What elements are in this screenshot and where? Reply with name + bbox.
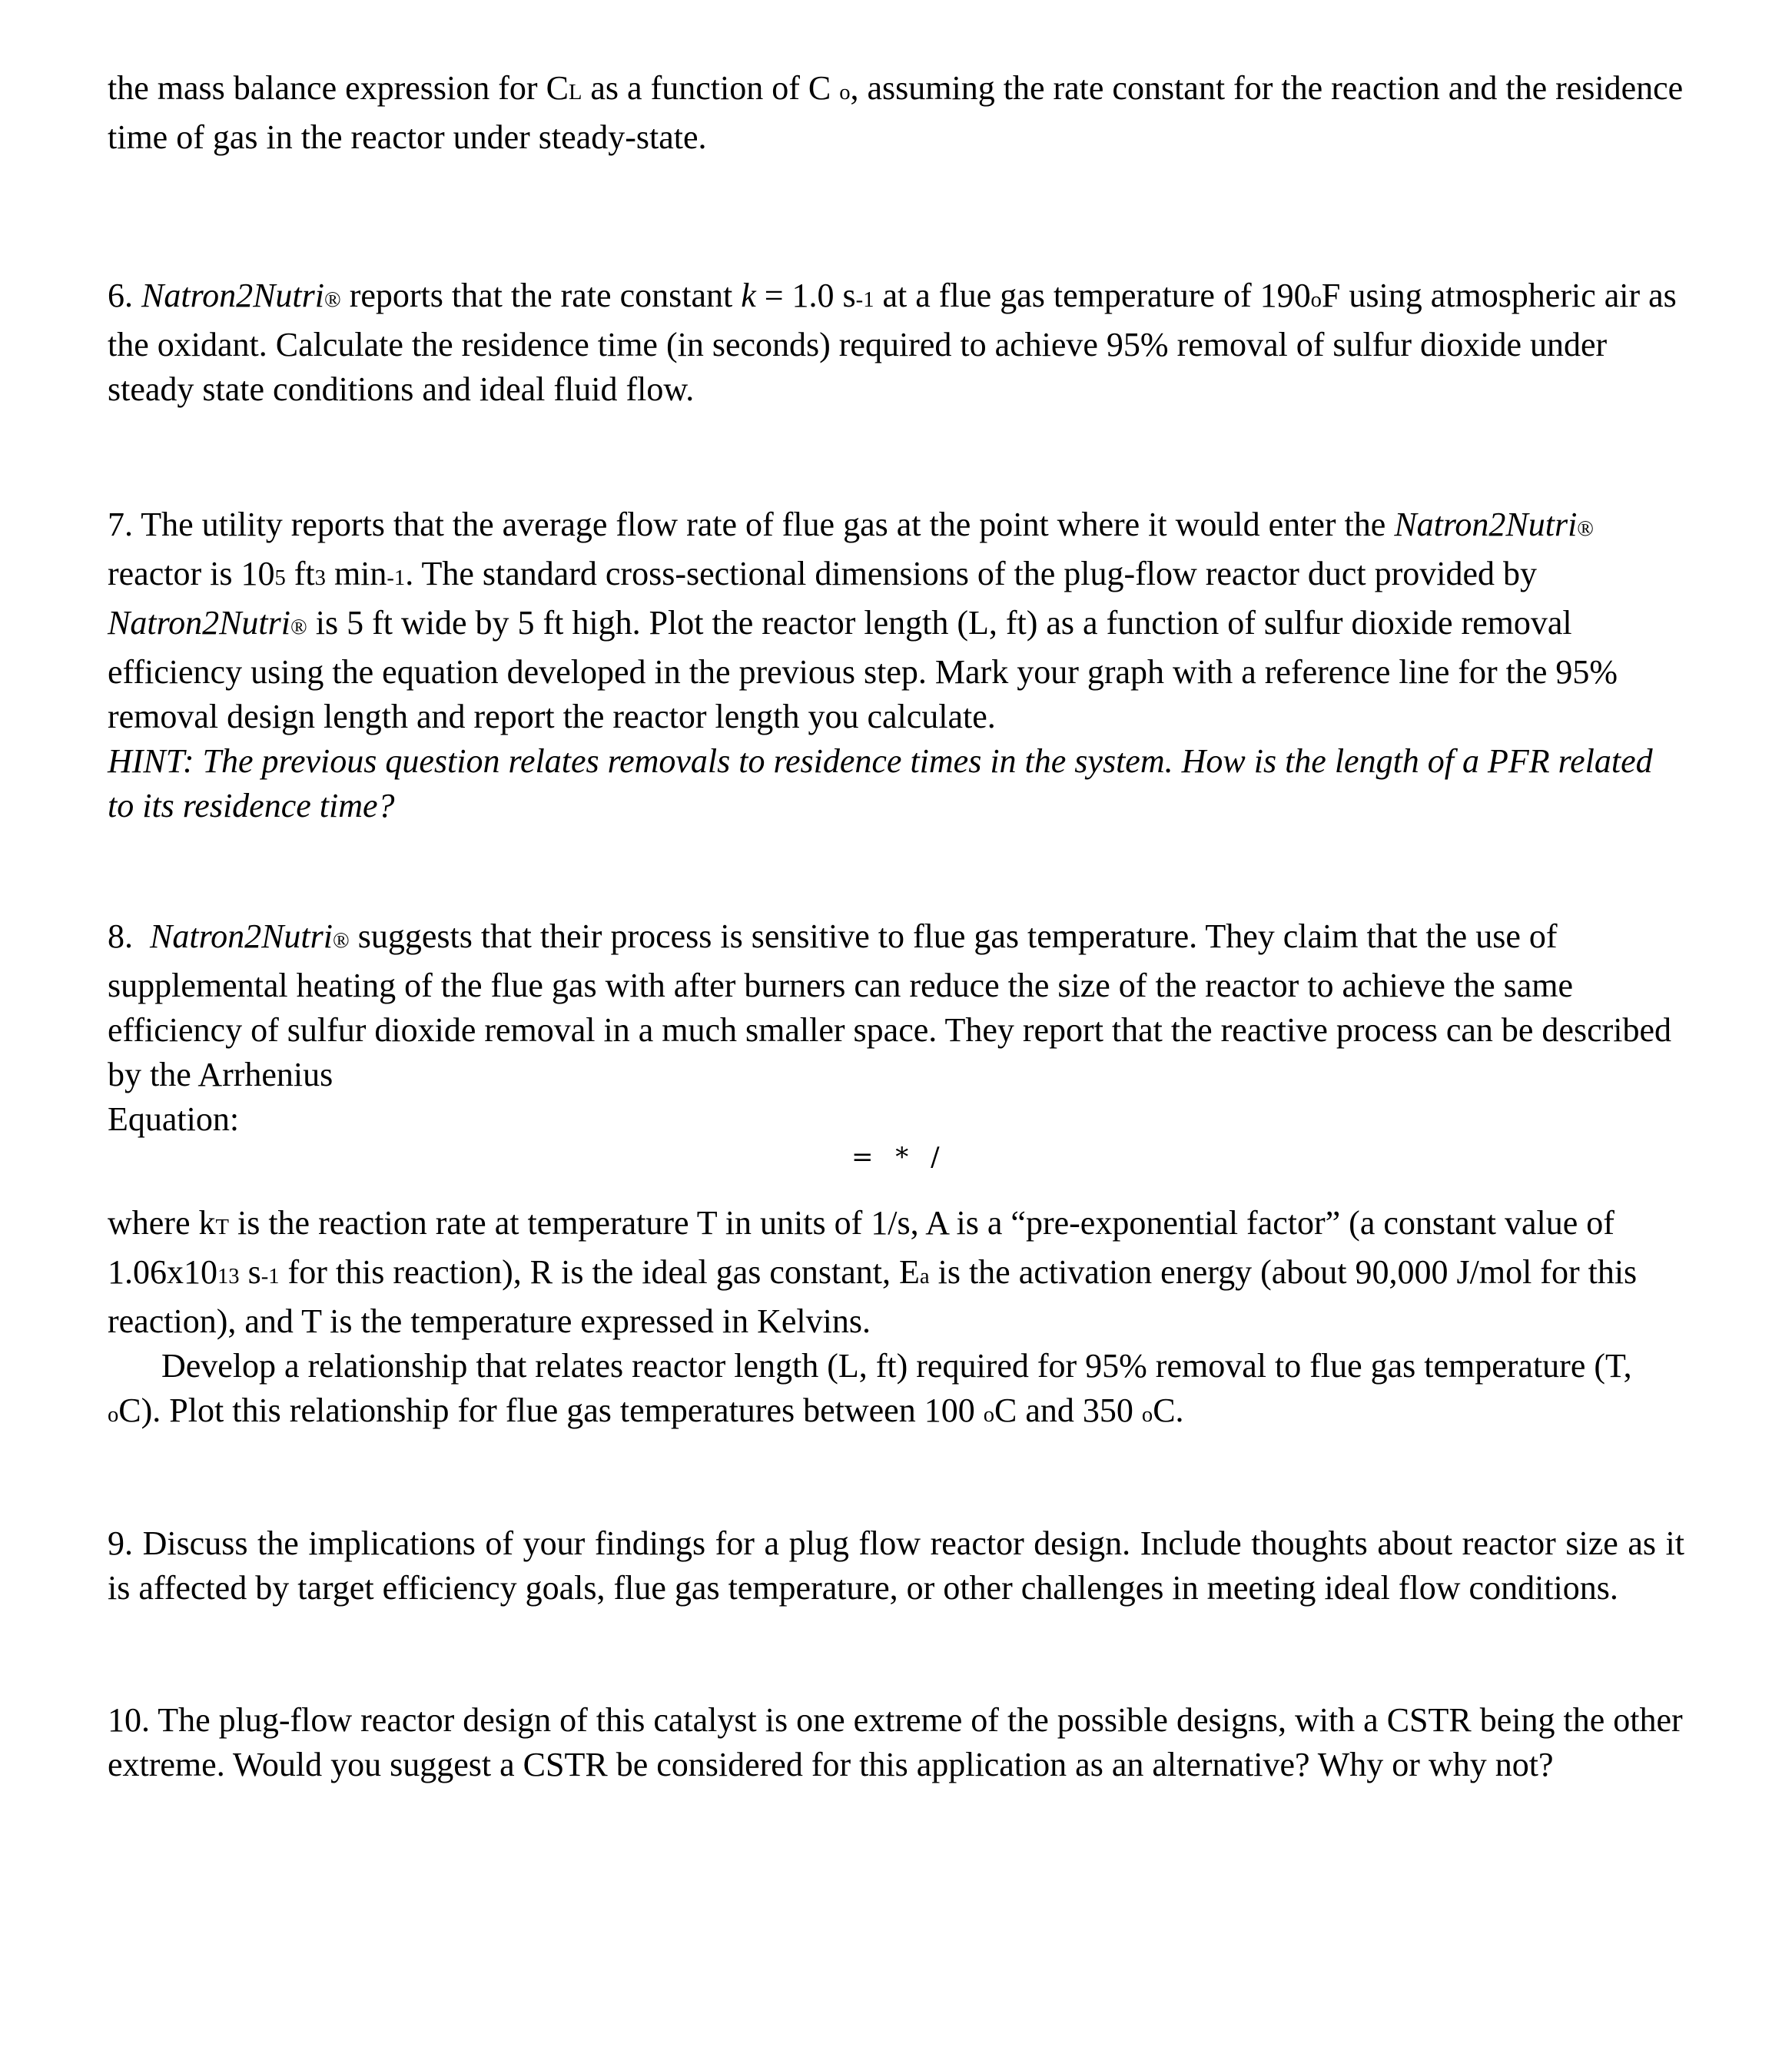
text-segment: 5	[274, 566, 286, 590]
text-segment: C and 350	[994, 1392, 1142, 1429]
question-8-equation-label	[108, 1097, 1684, 1142]
text-segment: k	[741, 277, 756, 314]
text-segment: Equation:	[108, 1100, 240, 1138]
text-segment: -1	[387, 566, 406, 590]
text-segment: is the reaction rate at temperature T in units of 1/s, A is a “pre-exponential factor” (a constant value of 1.06x10	[108, 1204, 1614, 1291]
question-8-where-paragraph	[108, 1201, 1684, 1344]
text-segment: C). Plot this relationship for flue gas temperatures between 100	[118, 1392, 984, 1429]
text-segment: 10. The plug-flow reactor design of this catalyst is one extreme of the possible designs, with a CSTR being the other extreme. Would you suggest a CSTR be considered for this application as an alternative? Why or why not?	[108, 1701, 1683, 1783]
text-segment: = 1.0 s	[755, 277, 856, 314]
text-segment: ft	[285, 555, 315, 592]
text-segment: ®	[290, 615, 307, 639]
text-segment: reports that the rate constant	[340, 277, 742, 314]
text-segment: 7. The utility reports that the average flow rate of flue gas at the point where it would enter the	[108, 506, 1395, 543]
text-segment: ®	[332, 929, 350, 953]
text-segment: . The standard cross-sectional dimensions of the plug-flow reactor duct provided by	[405, 555, 1538, 592]
text-segment: at a flue gas temperature of 190	[874, 277, 1311, 314]
text-segment: ®	[324, 288, 341, 312]
arrhenius-equation-fragment	[108, 1142, 1684, 1173]
text-segment: HINT: The previous question relates removals to residence times in the system. How is the length of a PFR related to its residence time?	[108, 742, 1653, 824]
text-segment: Natron2Nutri	[1394, 506, 1578, 543]
intro-continuation-paragraph	[108, 66, 1684, 160]
text-segment: min	[325, 555, 387, 592]
text-segment: C.	[1153, 1392, 1184, 1429]
question-10	[108, 1698, 1684, 1787]
text-segment: Natron2Nutri	[108, 604, 290, 642]
text-segment: 8.	[108, 917, 150, 955]
question-7	[108, 503, 1684, 739]
text-segment: L	[568, 81, 582, 104]
question-7-hint	[108, 739, 1684, 828]
text-segment: for this reaction), R is the ideal gas constant, E	[279, 1253, 920, 1291]
text-segment: 13	[217, 1265, 240, 1289]
text-segment: suggests that their process is sensitive to flue gas temperature. They claim that the use of supplemental heating of the flue gas with after burners can reduce the size of the reactor to achieve the same efficiency of sulfur dioxide removal in a much smaller space. They report that the reactive process can be described by the Arrhenius	[108, 917, 1671, 1093]
text-segment: as a function of C	[582, 69, 840, 107]
question-6	[108, 274, 1684, 412]
text-segment: = * /	[851, 1142, 940, 1173]
text-segment: reactor is 10	[108, 555, 275, 592]
text-segment: F using atmospheric air as the oxidant. Calculate the residence time (in seconds) required to achieve 95% removal of sulfur dioxide under steady state conditions and ideal fluid flow.	[108, 277, 1677, 408]
text-segment: ®	[1577, 517, 1595, 541]
text-segment: Natron2Nutri	[141, 277, 324, 314]
text-segment: o	[839, 81, 851, 104]
text-segment: is the activation energy (about 90,000 J/mol for this reaction), and T is the temperature expressed in Kelvins.	[108, 1253, 1638, 1340]
text-segment: the mass balance expression for C	[108, 69, 569, 107]
text-segment: Develop a relationship that relates reactor length (L, ft) required for 95% removal to flue gas temperature (T,	[161, 1347, 1632, 1385]
question-8-develop-paragraph	[108, 1344, 1684, 1438]
question-9	[108, 1521, 1684, 1611]
text-segment: o	[983, 1403, 994, 1427]
text-segment: o	[108, 1403, 119, 1427]
text-segment: , assuming the rate constant for the reaction and the residence time of gas in the reactor under steady-state.	[108, 69, 1684, 156]
text-segment: T	[215, 1216, 229, 1239]
text-segment: is 5 ft wide by 5 ft high. Plot the reactor length (L, ft) as a function of sulfur dioxide removal efficiency using the equation developed in the previous step. Mark your graph with a reference line for the 95% removal design length and report the reactor length you calculate.	[108, 604, 1618, 735]
text-segment: 6.	[108, 277, 141, 314]
text-segment: 3	[314, 566, 326, 590]
text-segment: a	[919, 1265, 930, 1289]
text-segment: -1	[261, 1265, 280, 1289]
text-segment: 9. Discuss the implications of your findings for a plug flow reactor design. Include thoughts about reactor size as it is affected by target efficiency goals, flue gas temperature, or other challenges in meeting ideal flow conditions.	[108, 1524, 1684, 1607]
text-segment: -1	[855, 288, 874, 312]
text-segment: where k	[108, 1204, 216, 1242]
text-segment: Natron2Nutri	[150, 917, 333, 955]
text-segment: s	[239, 1253, 261, 1291]
text-segment: o	[1310, 288, 1322, 312]
text-segment: o	[1141, 1403, 1153, 1427]
question-8	[108, 914, 1684, 1097]
